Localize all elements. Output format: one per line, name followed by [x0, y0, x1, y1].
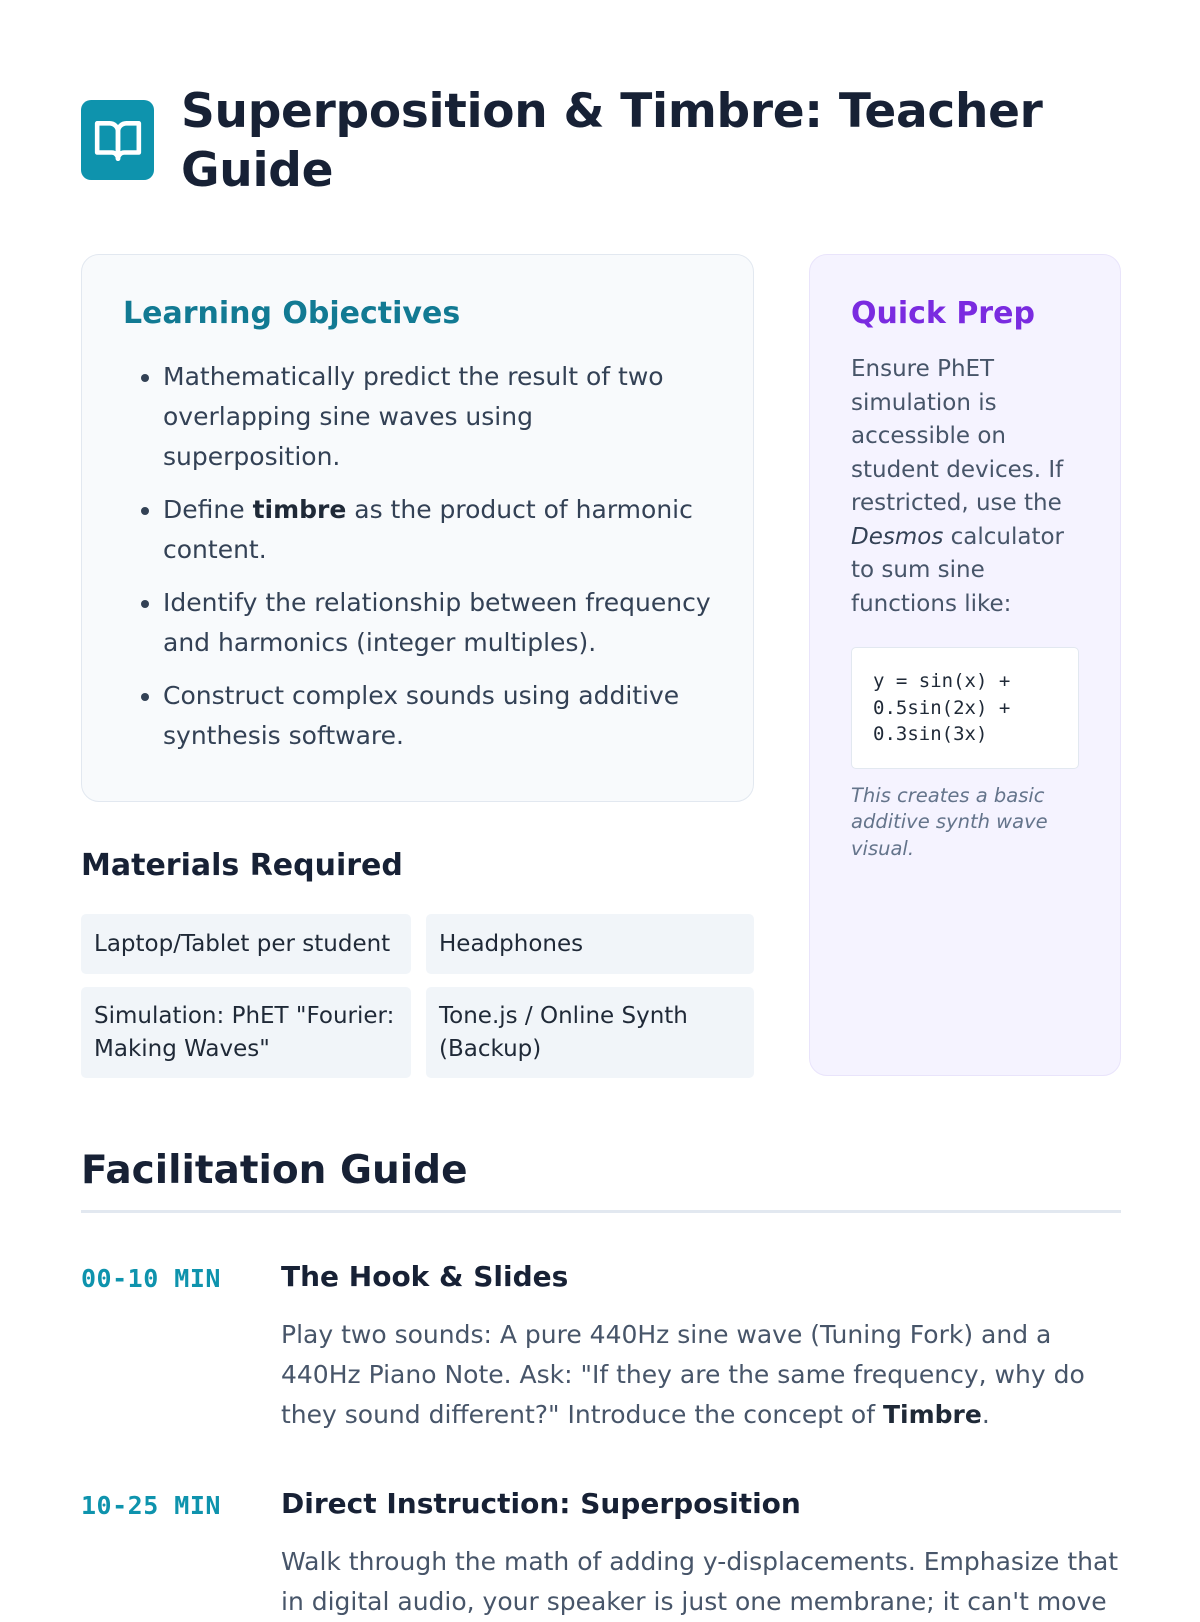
step-body: Walk through the math of adding y-displacements. Emphasize that in digital audio, your speaker is just one membrane; it can't move: [281, 1547, 1119, 1616]
material-item: Headphones: [426, 914, 754, 974]
objective-item: • Identify the relationship between frequency and harmonics (integer multiples).: [163, 583, 713, 663]
desmos-term: Desmos: [851, 523, 944, 550]
facilitation-heading: Facilitation Guide: [81, 1148, 468, 1193]
quick-prep-text-part: Ensure PhET simulation is accessible on student devices. If restricted, use the: [851, 356, 1064, 516]
material-item: Simulation: PhET "Fourier: Making Waves": [81, 987, 411, 1078]
objective-item: [163, 490, 713, 570]
open-book-icon: [93, 115, 143, 165]
page-title: Superposition & Timbre: Teacher Guide: [181, 84, 1043, 198]
book-logo: [81, 100, 154, 180]
material-item: Tone.js / Online Synth (Backup): [426, 987, 754, 1078]
materials-heading: Materials Required: [81, 848, 403, 883]
objective-keyword: timbre: [252, 495, 347, 524]
step-time: 00-10 MIN: [81, 1264, 221, 1293]
objectives-heading: Learning Objectives: [123, 296, 461, 331]
quick-prep-text: [851, 353, 1079, 621]
formula-code-block: y = sin(x) + 0.5sin(2x) + 0.3sin(3x): [851, 647, 1079, 769]
quick-prep-heading: Quick Prep: [851, 296, 1035, 331]
step-body: [281, 1315, 1121, 1435]
quick-prep-note: This creates a basic additive synth wave visual.: [851, 783, 1048, 860]
quick-prep-text-part: calculator to sum sine functions like:: [851, 523, 1065, 617]
objective-text: Define: [163, 495, 253, 524]
section-divider: [81, 1210, 1121, 1213]
step-body-keyword: Timbre: [882, 1400, 982, 1429]
step-time: 10-25 MIN: [81, 1491, 221, 1520]
objective-text: as the product of harmonic content.: [163, 495, 693, 564]
quick-prep-card: [809, 254, 1121, 1076]
learning-objectives-card: [81, 254, 754, 802]
objectives-list: [123, 357, 713, 756]
step-body-text: Play two sounds: A pure 440Hz sine wave (Tuning Fork) and a 440Hz Piano Note. Ask: "If they are the same frequency, why do they sound different?" Introduce the concept of: [281, 1320, 1085, 1429]
step-body-text: .: [981, 1400, 990, 1429]
step-title: The Hook & Slides: [281, 1260, 569, 1293]
step-title: Direct Instruction: Superposition: [281, 1487, 801, 1520]
material-item: Laptop/Tablet per student: [81, 914, 411, 974]
objective-item: • Construct complex sounds using additive synthesis software.: [163, 676, 713, 756]
objective-item: • Mathematically predict the result of two overlapping sine waves using superposition.: [163, 357, 713, 477]
